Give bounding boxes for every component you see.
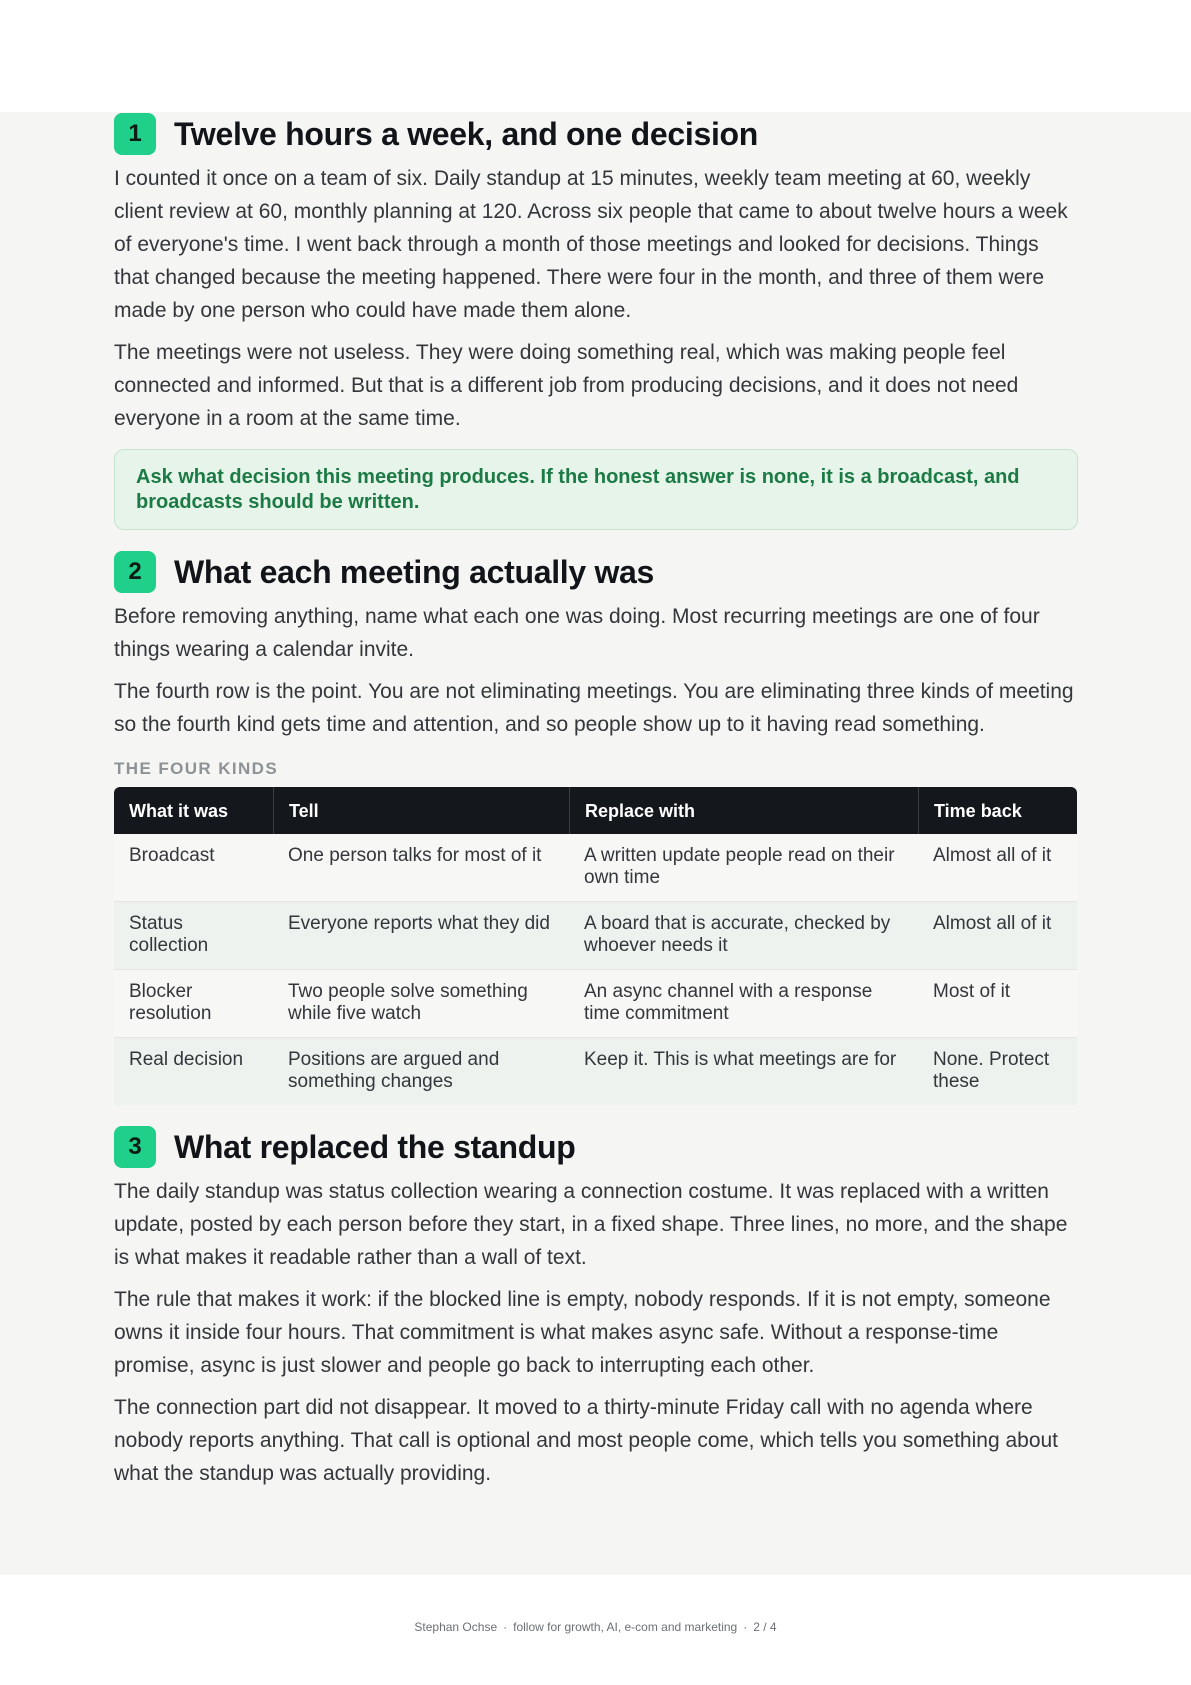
table-cell: Almost all of it xyxy=(918,834,1077,902)
section-1-heading xyxy=(114,112,1078,156)
table-cell: Most of it xyxy=(918,970,1077,1038)
page-number: 2 / 4 xyxy=(753,1620,777,1634)
page-footer xyxy=(0,1620,1191,1634)
table-cell: Two people solve something while five watch xyxy=(273,970,569,1038)
article-content xyxy=(114,112,1078,1490)
separator-dot: · xyxy=(503,1620,508,1634)
table-cell: Keep it. This is what meetings are for xyxy=(569,1038,918,1105)
footer-author: Stephan Ochse xyxy=(414,1620,498,1634)
table-row xyxy=(114,1038,1077,1105)
section-title: What each meeting actually was xyxy=(174,553,655,590)
table-cell: Blocker resolution xyxy=(114,970,273,1038)
section-number-badge: 2 xyxy=(114,551,156,593)
column-header: Replace with xyxy=(569,787,918,834)
paragraph: I counted it once on a team of six. Daily standup at 15 minutes, weekly team meeting at 60, weekly client review at 60, monthly planning at 120. Across six people that came to about twelve hours a week of everyone's time. I went back through a month of those meetings and looked for decisions. Things that changed because the meeting happened. There were four in the month, and three of them were made by one person who could have made them alone. xyxy=(114,167,1068,322)
table-cell: Broadcast xyxy=(114,834,273,902)
table-cell: Everyone reports what they did xyxy=(273,902,569,970)
table-label: THE FOUR KINDS xyxy=(114,759,279,778)
four-kinds-table xyxy=(114,787,1077,1105)
section-title: Twelve hours a week, and one decision xyxy=(174,115,759,152)
table-cell: An async channel with a response time commitment xyxy=(569,970,918,1038)
paragraph: The daily standup was status collection wearing a connection costume. It was replaced with a written update, posted by each person before they start, in a fixed shape. Three lines, no more, and the shape is what makes it readable rather than a wall of text. xyxy=(114,1180,1068,1269)
paragraph: Before removing anything, name what each one was doing. Most recurring meetings are one of four things wearing a calendar invite. xyxy=(114,605,1040,661)
table-row xyxy=(114,834,1077,902)
table-cell: One person talks for most of it xyxy=(273,834,569,902)
section-number-badge: 3 xyxy=(114,1126,156,1168)
paragraph: The fourth row is the point. You are not eliminating meetings. You are eliminating three kinds of meeting so the fourth kind gets time and attention, and so people show up to it having read something. xyxy=(114,680,1074,736)
column-header: Tell xyxy=(273,787,569,834)
table-cell: None. Protect these xyxy=(918,1038,1077,1105)
paragraph: The rule that makes it work: if the blocked line is empty, nobody responds. If it is not empty, someone owns it inside four hours. That commitment is what makes async safe. Without a response-time promise, async is just slower and people go back to interrupting each other. xyxy=(114,1288,1051,1377)
section-number-badge: 1 xyxy=(114,113,156,155)
paragraph: The meetings were not useless. They were doing something real, which was making people feel connected and informed. But that is a different job from producing decisions, and it does not need everyone in a room at the same time. xyxy=(114,341,1019,430)
footer-tagline: follow for growth, AI, e-com and marketing xyxy=(513,1620,738,1634)
table-row xyxy=(114,902,1077,970)
table-cell: Almost all of it xyxy=(918,902,1077,970)
table-header-row xyxy=(114,787,1077,834)
column-header: What it was xyxy=(114,787,273,834)
separator-dot: · xyxy=(743,1620,748,1634)
table-cell: A board that is accurate, checked by whoever needs it xyxy=(569,902,918,970)
column-header: Time back xyxy=(918,787,1077,834)
paragraph: The connection part did not disappear. It moved to a thirty-minute Friday call with no agenda where nobody reports anything. That call is optional and most people come, which tells you something about what the standup was actually providing. xyxy=(114,1396,1059,1485)
table-cell: Real decision xyxy=(114,1038,273,1105)
section-2-heading xyxy=(114,550,1078,594)
table-row xyxy=(114,970,1077,1038)
table-cell: Positions are argued and something changes xyxy=(273,1038,569,1105)
section-title: What replaced the standup xyxy=(174,1128,576,1165)
callout-box: Ask what decision this meeting produces. If the honest answer is none, it is a broadcast, and broadcasts should be written. xyxy=(114,449,1078,530)
table-cell: Status collection xyxy=(114,902,273,970)
section-3-heading xyxy=(114,1125,1078,1169)
table-cell: A written update people read on their own time xyxy=(569,834,918,902)
